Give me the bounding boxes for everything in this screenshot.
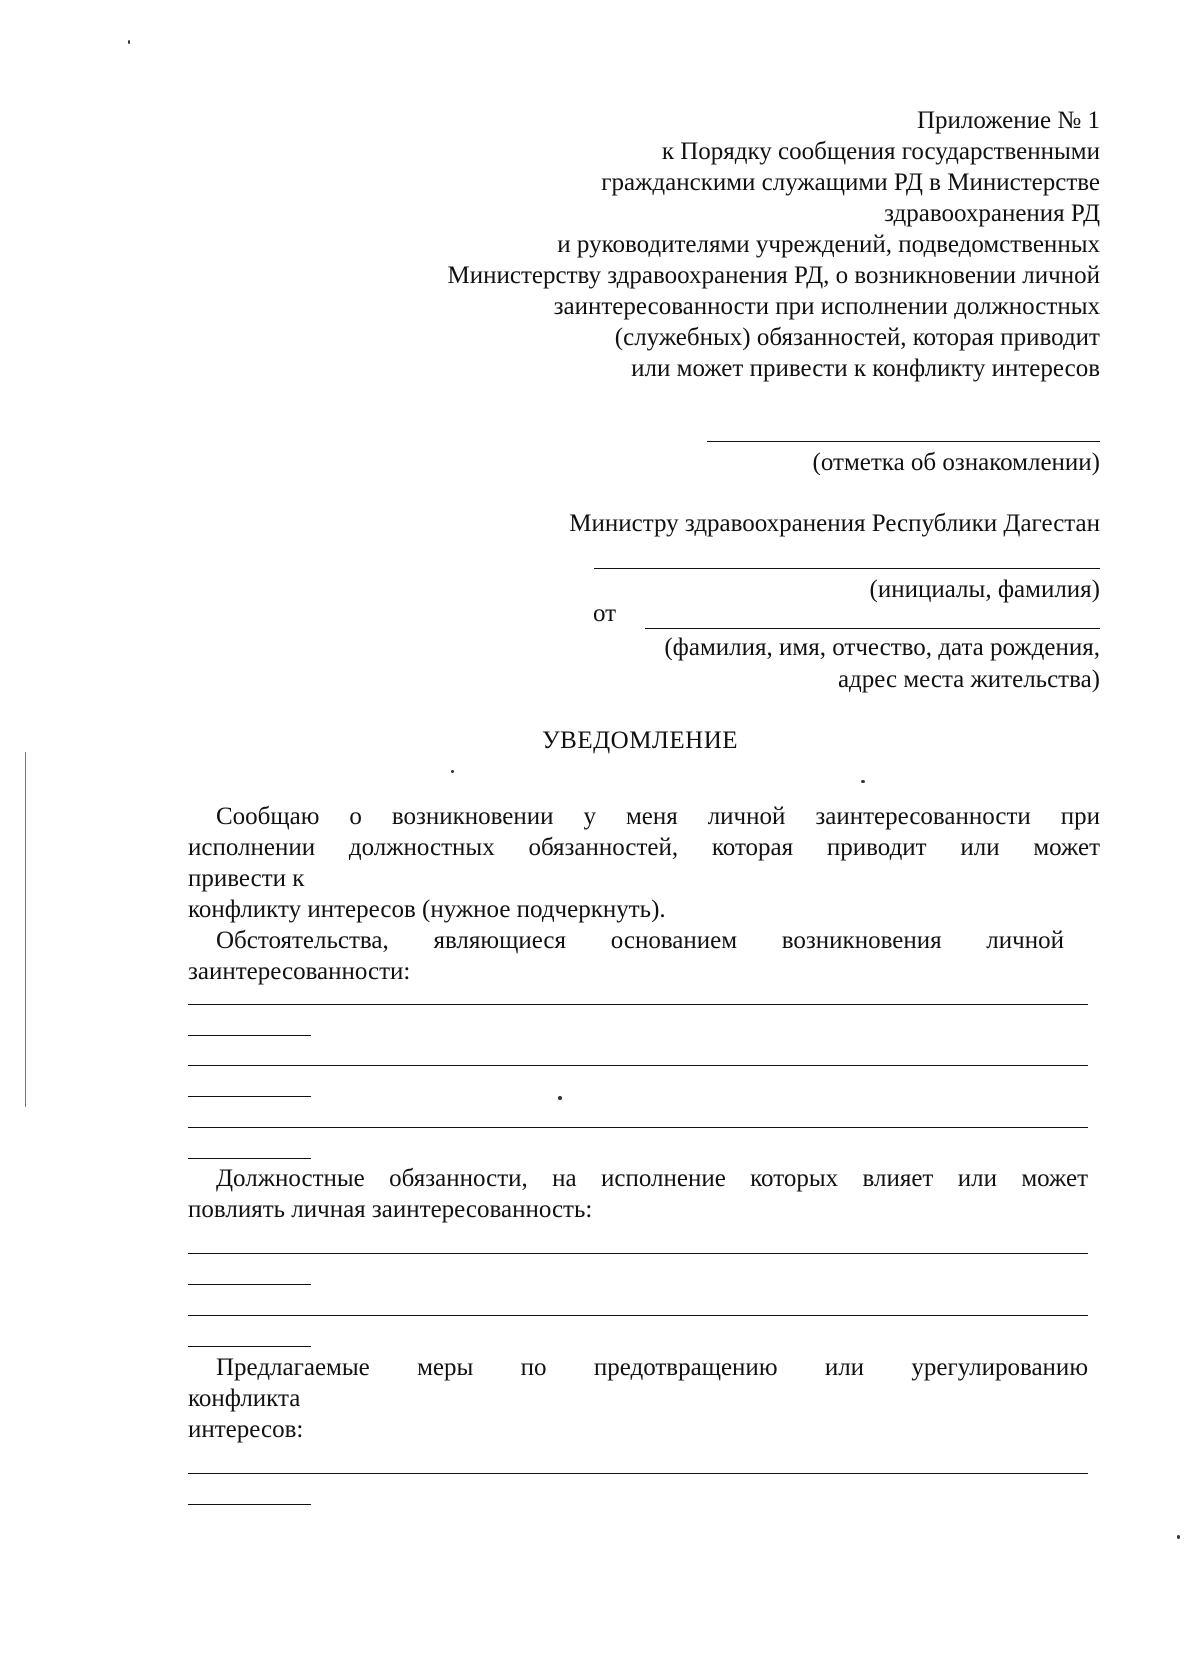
fill-line: [188, 1004, 1088, 1005]
body-line: интересов:: [188, 1416, 304, 1443]
body-line: заинтересованности:: [188, 958, 411, 985]
scan-edge-mark: [25, 752, 26, 1107]
scan-speck: [861, 780, 865, 783]
initials-line: [594, 568, 1100, 569]
body-line: повлиять личная заинтересованность:: [188, 1196, 593, 1223]
fill-line: [188, 1127, 1088, 1128]
header-line: и руководителями учреждений, подведомственных: [557, 231, 1100, 258]
body-line: конфликту интересов (нужное подчеркнуть).: [188, 896, 666, 923]
fill-line: [188, 1473, 1088, 1474]
fill-line-short: [188, 1096, 311, 1097]
header-line: (служебных) обязанностей, которая приводит: [614, 324, 1100, 351]
scan-speck: [128, 40, 130, 44]
body-line: Сообщаю о возникновении у меня личной заинтересованности при: [216, 803, 1100, 830]
fill-line-short: [188, 1504, 311, 1505]
acknowledgement-caption: (отметка об ознакомлении): [812, 449, 1100, 476]
header-line: к Порядку сообщения государственными: [661, 138, 1100, 165]
initials-caption: (инициалы, фамилия): [869, 576, 1100, 603]
from-line: [645, 628, 1100, 629]
header-line: здравоохранения РД: [884, 200, 1100, 227]
from-label: от: [593, 600, 617, 627]
body-line: конфликта: [188, 1385, 301, 1412]
appendix-header: [448, 105, 1100, 384]
header-line: Приложение № 1: [916, 107, 1100, 134]
body-line: Обстоятельства, являющиеся основанием возникновения личной: [216, 927, 1064, 954]
header-line: заинтересованности при исполнении должностных: [553, 293, 1100, 320]
fill-line-short: [188, 1035, 311, 1036]
scan-speck: [451, 770, 454, 773]
header-line: или может привести к конфликту интересов: [631, 355, 1100, 382]
fill-line: [188, 1065, 1088, 1066]
body-line: Предлагаемые меры по предотвращению или урегулированию: [216, 1354, 1088, 1381]
acknowledgement-line: [707, 441, 1100, 442]
fill-line: [188, 1315, 1088, 1316]
from-caption-2: адрес места жительства): [837, 666, 1100, 693]
body-line: исполнении должностных обязанностей, которая приводит или может: [188, 834, 1100, 861]
scan-speck: [1177, 1535, 1180, 1539]
scan-speck: [558, 1096, 562, 1100]
body-line: Должностные обязанности, на исполнение которых влияет или может: [216, 1165, 1088, 1192]
header-line: Министерству здравоохранения РД, о возникновении личной: [447, 262, 1100, 289]
from-caption-1: (фамилия, имя, отчество, дата рождения,: [664, 634, 1100, 661]
body-line: привести к: [188, 865, 305, 892]
fill-line-short: [188, 1346, 311, 1347]
header-line: гражданскими служащими РД в Министерстве: [601, 169, 1100, 196]
fill-line-short: [188, 1158, 311, 1159]
document-title: УВЕДОМЛЕНИЕ: [541, 727, 739, 754]
addressee-title: Министру здравоохранения Республики Дагестан: [569, 510, 1100, 537]
fill-line-short: [188, 1284, 311, 1285]
fill-line: [188, 1253, 1088, 1254]
